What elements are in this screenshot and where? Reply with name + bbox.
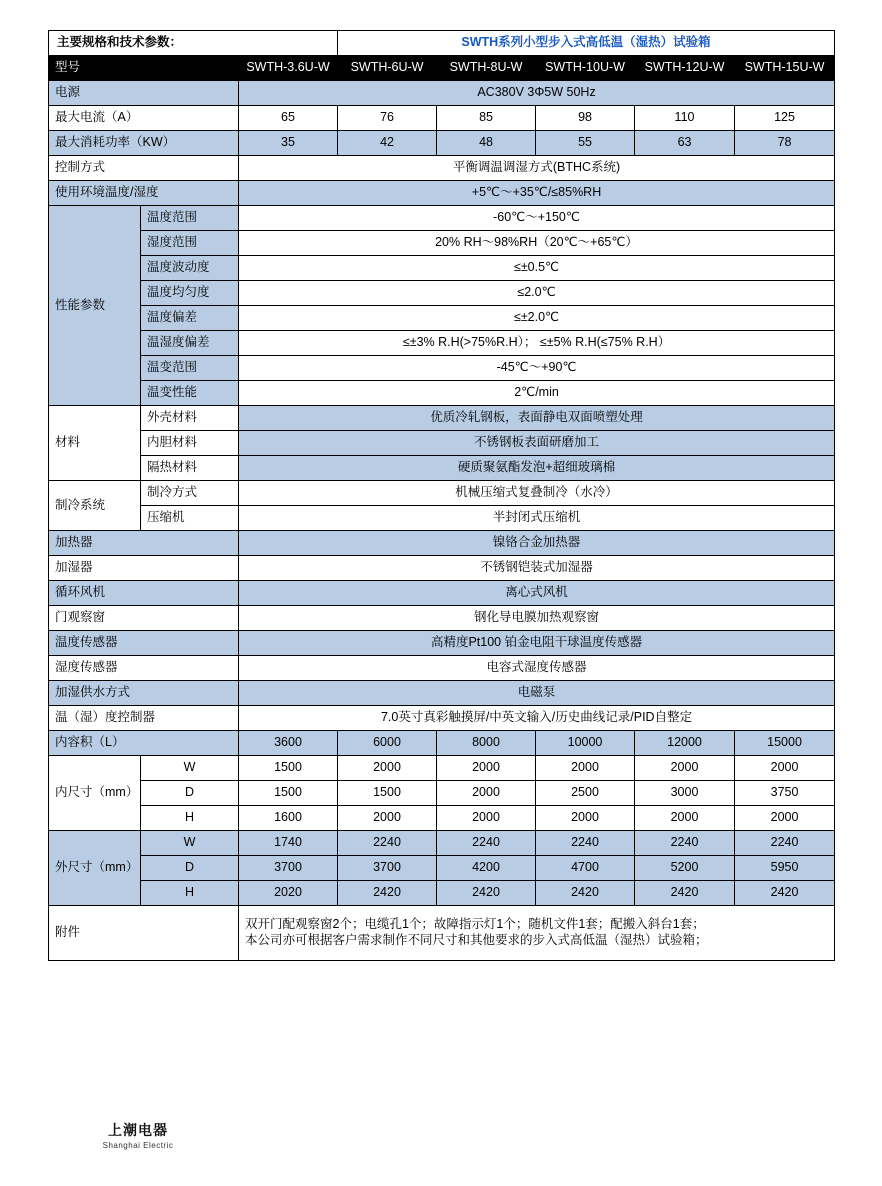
row-value-humidifier: 不锈钢铠装式加湿器 [239,556,835,581]
group-label-refrigeration: 制冷系统 [49,481,141,531]
inner-h-1: 1600 [239,806,338,831]
volume-3: 8000 [437,731,536,756]
inner-d-3: 2000 [437,781,536,806]
max-current-1: 65 [239,106,338,131]
outer-w-6: 2240 [735,831,835,856]
row-label-controller: 温（湿）度控制器 [49,706,239,731]
table-row [49,331,835,356]
table-row [49,156,835,181]
table-row [49,256,835,281]
material-name-1: 外壳材料 [141,406,239,431]
logo-chinese-name: 上潮电器 [108,1123,168,1139]
inner-dim-d: D [141,781,239,806]
model-header-label: 型号 [49,56,239,81]
row-label-water-supply: 加湿供水方式 [49,681,239,706]
table-row [49,581,835,606]
title-row [49,31,835,56]
volume-1: 3600 [239,731,338,756]
perf-value-3: ≤±0.5℃ [239,256,835,281]
model-col-4: SWTH-10U-W [536,56,635,81]
material-name-3: 隔热材料 [141,456,239,481]
row-label-control-mode: 控制方式 [49,156,239,181]
refrigeration-name-1: 制冷方式 [141,481,239,506]
table-row [49,106,835,131]
table-row [49,706,835,731]
row-label-temp-sensor: 温度传感器 [49,631,239,656]
refrigeration-value-1: 机械压缩式复叠制冷（水冷） [239,481,835,506]
table-row [49,681,835,706]
max-power-5: 63 [635,131,735,156]
volume-5: 12000 [635,731,735,756]
perf-value-1: -60℃～+150℃ [239,206,835,231]
material-value-1: 优质冷轧钢板，表面静电双面喷塑处理 [239,406,835,431]
outer-h-5: 2420 [635,881,735,906]
max-power-4: 55 [536,131,635,156]
row-label-heater: 加热器 [49,531,239,556]
table-row [49,856,835,881]
group-label-material: 材料 [49,406,141,481]
perf-name-7: 温变范围 [141,356,239,381]
table-row [49,606,835,631]
model-col-2: SWTH-6U-W [338,56,437,81]
model-col-1: SWTH-3.6U-W [239,56,338,81]
table-row [49,631,835,656]
table-row [49,131,835,156]
outer-h-1: 2020 [239,881,338,906]
row-label-max-power: 最大消耗功率（KW） [49,131,239,156]
row-value-humidity-sensor: 电容式湿度传感器 [239,656,835,681]
table-row [49,781,835,806]
table-row [49,831,835,856]
outer-d-5: 5200 [635,856,735,881]
perf-name-8: 温变性能 [141,381,239,406]
row-value-control-mode: 平衡调温调湿方式(BTHC系统) [239,156,835,181]
table-row [49,806,835,831]
outer-w-5: 2240 [635,831,735,856]
model-col-5: SWTH-12U-W [635,56,735,81]
outer-d-3: 4200 [437,856,536,881]
inner-h-2: 2000 [338,806,437,831]
table-row [49,231,835,256]
inner-w-5: 2000 [635,756,735,781]
perf-value-5: ≤±2.0℃ [239,306,835,331]
table-row [49,306,835,331]
table-row [49,481,835,506]
inner-d-5: 3000 [635,781,735,806]
row-value-controller: 7.0英寸真彩触摸屏/中英文输入/历史曲线记录/PID自整定 [239,706,835,731]
row-value-ambient: +5℃～+35℃/≤85%RH [239,181,835,206]
outer-dim-w: W [141,831,239,856]
table-row [49,356,835,381]
outer-h-2: 2420 [338,881,437,906]
inner-h-6: 2000 [735,806,835,831]
volume-2: 6000 [338,731,437,756]
page-title: 主要规格和技术参数： [49,31,338,56]
perf-value-4: ≤2.0℃ [239,281,835,306]
perf-value-6: ≤±3% R.H(>75%R.H）； ≤±5% R.H(≤75% R.H） [239,331,835,356]
table-row [49,281,835,306]
inner-h-4: 2000 [536,806,635,831]
outer-d-4: 4700 [536,856,635,881]
outer-w-2: 2240 [338,831,437,856]
specification-table [48,30,835,961]
row-value-heater: 镍铬合金加热器 [239,531,835,556]
table-row [49,456,835,481]
row-label-power: 电源 [49,81,239,106]
volume-4: 10000 [536,731,635,756]
outer-d-1: 3700 [239,856,338,881]
table-row [49,206,835,231]
inner-dim-h: H [141,806,239,831]
row-value-water-supply: 电磁泵 [239,681,835,706]
perf-name-4: 温度均匀度 [141,281,239,306]
model-header-row [49,56,835,81]
perf-value-8: 2℃/min [239,381,835,406]
max-current-4: 98 [536,106,635,131]
group-label-outer-size: 外尺寸（mm） [49,831,141,906]
table-row [49,731,835,756]
material-value-3: 硬质聚氨酯发泡+超细玻璃棉 [239,456,835,481]
table-row [49,756,835,781]
inner-d-4: 2500 [536,781,635,806]
table-row [49,656,835,681]
row-label-humidifier: 加湿器 [49,556,239,581]
inner-dim-w: W [141,756,239,781]
row-label-window: 门观察窗 [49,606,239,631]
inner-w-4: 2000 [536,756,635,781]
table-row [49,531,835,556]
perf-value-7: -45℃～+90℃ [239,356,835,381]
inner-d-6: 3750 [735,781,835,806]
row-value-fan: 离心式风机 [239,581,835,606]
refrigeration-name-2: 压缩机 [141,506,239,531]
perf-value-2: 20% RH～98%RH（20℃～+65℃） [239,231,835,256]
company-logo [78,1120,198,1150]
row-label-accessories: 附件 [49,906,239,961]
row-value-power: AC380V 3Φ5W 50Hz [239,81,835,106]
table-row [49,81,835,106]
outer-w-1: 1740 [239,831,338,856]
inner-h-3: 2000 [437,806,536,831]
inner-w-1: 1500 [239,756,338,781]
max-current-6: 125 [735,106,835,131]
refrigeration-value-2: 半封闭式压缩机 [239,506,835,531]
outer-h-6: 2420 [735,881,835,906]
inner-d-1: 1500 [239,781,338,806]
inner-w-2: 2000 [338,756,437,781]
outer-dim-d: D [141,856,239,881]
group-label-performance: 性能参数 [49,206,141,406]
outer-d-6: 5950 [735,856,835,881]
row-label-fan: 循环风机 [49,581,239,606]
volume-6: 15000 [735,731,835,756]
max-current-5: 110 [635,106,735,131]
product-series-title: SWTH系列小型步入式高低温（湿热）试验箱 [338,31,835,56]
perf-name-1: 温度范围 [141,206,239,231]
logo-english-name: Shanghai Electric [102,1141,174,1150]
table-row [49,431,835,456]
max-power-6: 78 [735,131,835,156]
spec-sheet [48,30,834,961]
perf-name-6: 温湿度偏差 [141,331,239,356]
row-value-accessories [239,906,835,961]
table-row [49,506,835,531]
table-row [49,406,835,431]
outer-w-4: 2240 [536,831,635,856]
max-current-2: 76 [338,106,437,131]
outer-h-4: 2420 [536,881,635,906]
row-label-ambient: 使用环境温度/湿度 [49,181,239,206]
model-col-3: SWTH-8U-W [437,56,536,81]
inner-d-2: 1500 [338,781,437,806]
inner-h-5: 2000 [635,806,735,831]
table-row [49,181,835,206]
max-power-1: 35 [239,131,338,156]
row-value-window: 钢化导电膜加热观察窗 [239,606,835,631]
outer-d-2: 3700 [338,856,437,881]
inner-w-3: 2000 [437,756,536,781]
material-name-2: 内胆材料 [141,431,239,456]
outer-dim-h: H [141,881,239,906]
row-label-humidity-sensor: 湿度传感器 [49,656,239,681]
table-row [49,881,835,906]
max-power-2: 42 [338,131,437,156]
group-label-inner-size: 内尺寸（mm） [49,756,141,831]
inner-w-6: 2000 [735,756,835,781]
table-row [49,381,835,406]
outer-h-3: 2420 [437,881,536,906]
perf-name-5: 温度偏差 [141,306,239,331]
row-label-max-current: 最大电流（A） [49,106,239,131]
max-current-3: 85 [437,106,536,131]
max-power-3: 48 [437,131,536,156]
perf-name-2: 湿度范围 [141,231,239,256]
accessories-line-1: 双开门配观察窗2个；电缆孔1个；故障指示灯1个；随机文件1套；配搬入斜台1套； [245,917,705,932]
table-row [49,906,835,961]
outer-w-3: 2240 [437,831,536,856]
accessories-line-2: 本公司亦可根据客户需求制作不同尺寸和其他要求的步入式高低温（湿热）试验箱； [245,933,708,947]
material-value-2: 不锈钢板表面研磨加工 [239,431,835,456]
perf-name-3: 温度波动度 [141,256,239,281]
row-label-volume: 内容积（L） [49,731,239,756]
model-col-6: SWTH-15U-W [735,56,835,81]
table-row [49,556,835,581]
row-value-temp-sensor: 高精度Pt100 铂金电阻干球温度传感器 [239,631,835,656]
